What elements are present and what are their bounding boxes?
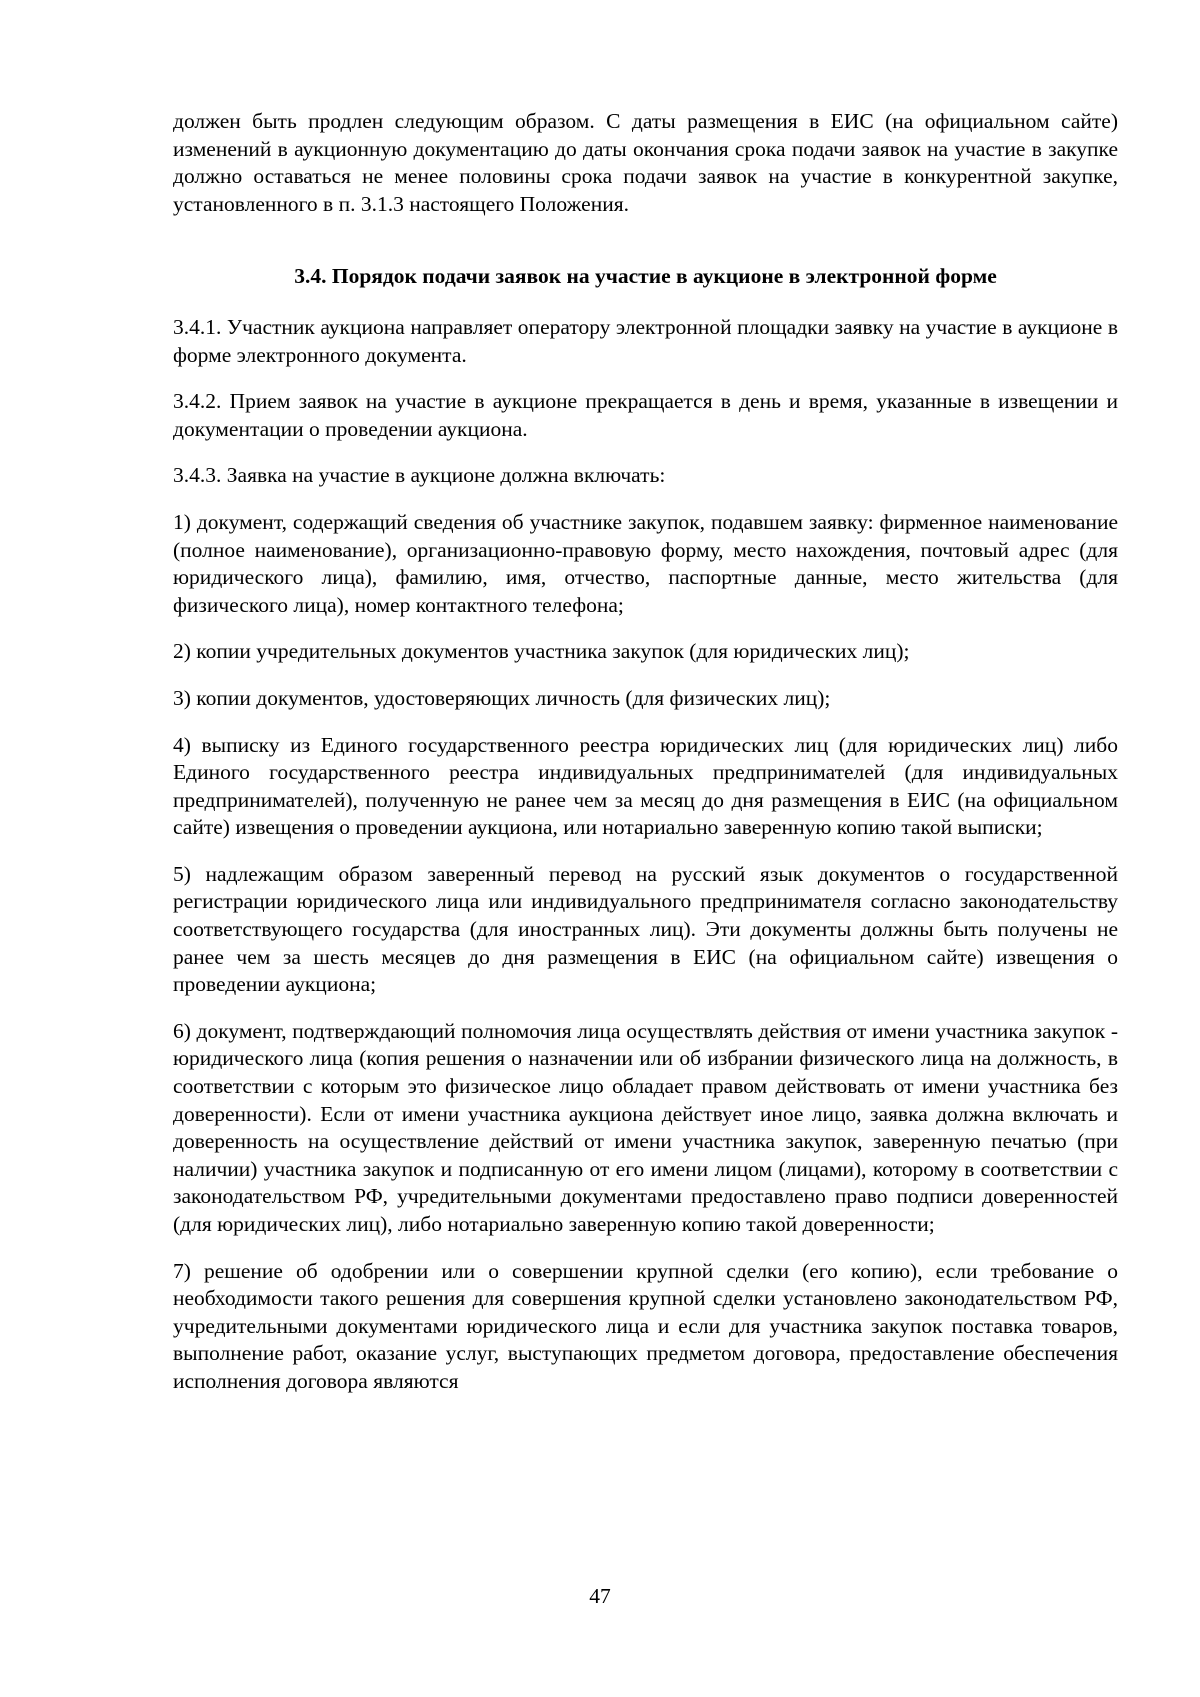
document-page	[173, 108, 1118, 1415]
list-item-6: 6) документ, подтверждающий полномочия лица осуществлять действия от имени участника закупок - юридического лица (копия решения о назначении или об избрании физического лица на должность, в соответствии с которым это физическое лицо обладает правом действовать от имени участника без доверенности). Если от имени участника аукциона действует иное лицо, заявка должна включать и доверенность на осуществление действий от имени участника закупок, заверенную печатью (при наличии) участника закупок и подписанную от его имени лицом (лицами), которому в соответствии с законодательством РФ, учредительными документами предоставлено право подписи доверенностей (для юридических лиц), либо нотариально заверенную копию такой доверенности;	[173, 1018, 1118, 1236]
list-item-4: 4) выписку из Единого государственного реестра юридических лиц (для юридических лиц) либо Единого государственного реестра индивидуальных предпринимателей (для индивидуальных предпринимателей), полученную не ранее чем за месяц до дня размещения в ЕИС (на официальном сайте) извещения о проведении аукциона, или нотариально заверенную копию такой выписки;	[173, 732, 1118, 840]
list-item-5: 5) надлежащим образом заверенный перевод на русский язык документов о государственной регистрации юридического лица или индивидуального предпринимателя согласно законодательству соответствующего государства (для иностранных лиц). Эти документы должны быть получены не ранее чем за шесть месяцев до дня размещения в ЕИС (на официальном сайте) извещения о проведении аукциона;	[173, 861, 1118, 997]
section-heading: 3.4. Порядок подачи заявок на участие в аукционе в электронной форме	[294, 264, 997, 289]
paragraph-3-4-2: 3.4.2. Прием заявок на участие в аукционе прекращается в день и время, указанные в извещении и документации о проведении аукциона.	[173, 389, 1118, 441]
paragraph-3-4-1: 3.4.1. Участник аукциона направляет оператору электронной площадки заявку на участие в аукционе в форме электронного документа.	[173, 314, 1118, 367]
page-number: 47	[589, 1584, 611, 1608]
list-item-2: 2) копии учредительных документов участника закупок (для юридических лиц);	[173, 639, 910, 664]
paragraph-3-4-3: 3.4.3. Заявка на участие в аукционе должна включать:	[173, 463, 666, 488]
list-item-3: 3) копии документов, удостоверяющих личность (для физических лиц);	[173, 685, 831, 710]
intro-paragraph: должен быть продлен следующим образом. С даты размещения в ЕИС (на официальном сайте) изменений в аукционную документацию до даты окончания срока подачи заявок на участие в закупке должно оставаться не менее половины срока подачи заявок на участие в конкурентной закупке, установленного в п. 3.1.3 настоящего Положения.	[173, 109, 1118, 216]
list-item-1: 1) документ, содержащий сведения об участнике закупок, подавшем заявку: фирменное наименование (полное наименование), организационно-правовую форму, место нахождения, почтовый адрес (для юридического лица), фамилию, имя, отчество, паспортные данные, место жительства (для физического лица), номер контактного телефона;	[173, 509, 1118, 617]
list-item-7: 7) решение об одобрении или о совершении крупной сделки (его копию), если требование о необходимости такого решения для совершения крупной сделки установлено законодательством РФ, учредительными документами юридического лица и если для участника закупок поставка товаров, выполнение работ, оказание услуг, выступающих предметом договора, предоставление обеспечения исполнения договора являются	[173, 1258, 1118, 1393]
